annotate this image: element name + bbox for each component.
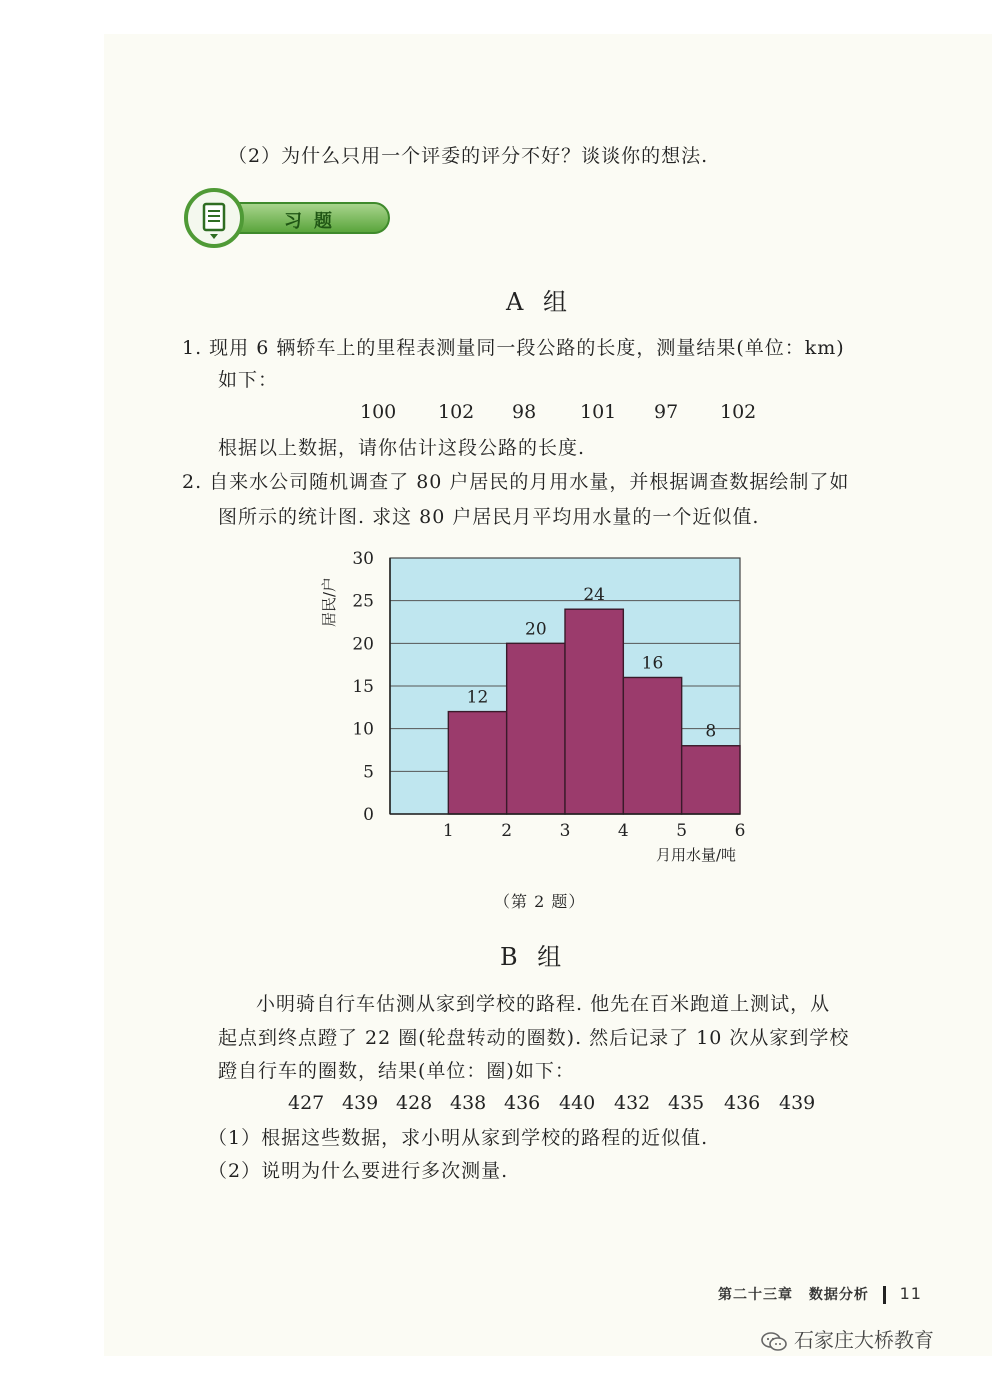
value-item: 98: [512, 401, 537, 423]
histogram-bar: [507, 643, 565, 814]
watermark-text: 石家庄大桥教育: [794, 1328, 934, 1352]
value-item: 440: [559, 1092, 596, 1114]
y-tick-label: 10: [352, 719, 374, 740]
y-tick-label: 0: [363, 805, 374, 825]
banner-label: 习题: [284, 211, 344, 232]
histogram-bar: [448, 712, 506, 814]
x-tick-label: 5: [676, 821, 688, 841]
value-item: 101: [580, 401, 617, 423]
exercise-2-line-1: 2. 自来水公司随机调查了 80 户居民的月用水量，并根据调查数据绘制了如: [182, 471, 850, 493]
value-item: 428: [396, 1092, 433, 1114]
water-usage-histogram: [320, 538, 760, 868]
x-tick-label: 3: [559, 821, 571, 841]
exercise-1-line-1: 1. 现用 6 辆轿车上的里程表测量同一段公路的长度，测量结果(单位：km): [182, 337, 845, 359]
b-question-2: （2）说明为什么要进行多次测量.: [208, 1160, 509, 1182]
value-item: 436: [724, 1092, 761, 1114]
bar-data-label: 24: [583, 585, 605, 606]
b-question-1: （1）根据这些数据，求小明从家到学校的路程的近似值.: [208, 1127, 709, 1149]
x-tick-label: 2: [501, 821, 513, 841]
exercise-2-line-2: 图所示的统计图. 求这 80 户居民月平均用水量的一个近似值.: [218, 506, 760, 528]
x-tick-label: 4: [617, 821, 629, 841]
bar-data-label: 20: [525, 619, 547, 640]
watermark: [760, 1324, 934, 1353]
b-problem-line-3: 蹬自行车的圈数，结果(单位：圈)如下：: [218, 1060, 575, 1082]
bar-data-label: 12: [466, 687, 489, 708]
b-problem-line-1: 小明骑自行车估测从家到学校的路程. 他先在百米跑道上测试，从: [256, 993, 831, 1015]
value-item: 432: [614, 1092, 651, 1114]
value-item: 102: [438, 401, 475, 423]
x-tick-label: 1: [442, 821, 454, 841]
y-tick-label: 20: [352, 634, 374, 655]
notebook-icon: [184, 188, 244, 248]
value-item: 438: [450, 1092, 487, 1114]
value-item: 439: [779, 1092, 816, 1114]
group-a-heading: A 组: [506, 288, 573, 316]
x-axis-label: 月用水量/吨: [655, 846, 736, 864]
bar-data-label: 16: [641, 653, 664, 674]
y-tick-label: 5: [363, 762, 374, 783]
y-tick-label: 15: [352, 677, 374, 697]
value-item: 439: [342, 1092, 379, 1114]
exercise-1-line-3: 根据以上数据，请你估计这段公路的长度.: [218, 437, 586, 459]
histogram-bar: [565, 609, 623, 814]
histogram-bar: [682, 746, 740, 814]
b-problem-line-2: 起点到终点蹬了 22 圈(轮盘转动的圈数). 然后记录了 10 次从家到学校: [218, 1027, 850, 1049]
question-2-text: （2）为什么只用一个评委的评分不好？谈谈你的想法.: [228, 145, 709, 167]
group-b-heading: B 组: [500, 943, 568, 971]
wechat-icon: [760, 1331, 788, 1353]
value-item: 102: [720, 401, 757, 423]
exercise-banner: [184, 196, 390, 240]
value-item: 97: [654, 401, 679, 423]
y-tick-label: 25: [352, 591, 374, 612]
page-number: 11: [899, 1284, 922, 1303]
value-item: 427: [288, 1092, 325, 1114]
chart-caption: （第 2 题）: [494, 892, 586, 911]
y-tick-label: 30: [352, 549, 374, 569]
value-item: 100: [360, 401, 397, 423]
footer-divider: [883, 1286, 886, 1304]
exercise-1-line-2: 如下：: [218, 369, 279, 391]
page-footer: [718, 1284, 922, 1304]
y-axis-label: 居民/户: [320, 576, 338, 628]
histogram-bar: [623, 677, 681, 814]
value-item: 435: [668, 1092, 705, 1114]
x-tick-label: 6: [734, 821, 746, 841]
footer-chapter: 第二十三章: [718, 1287, 793, 1303]
bar-data-label: 8: [705, 721, 717, 742]
value-item: 436: [504, 1092, 541, 1114]
footer-section: 数据分析: [808, 1287, 869, 1303]
